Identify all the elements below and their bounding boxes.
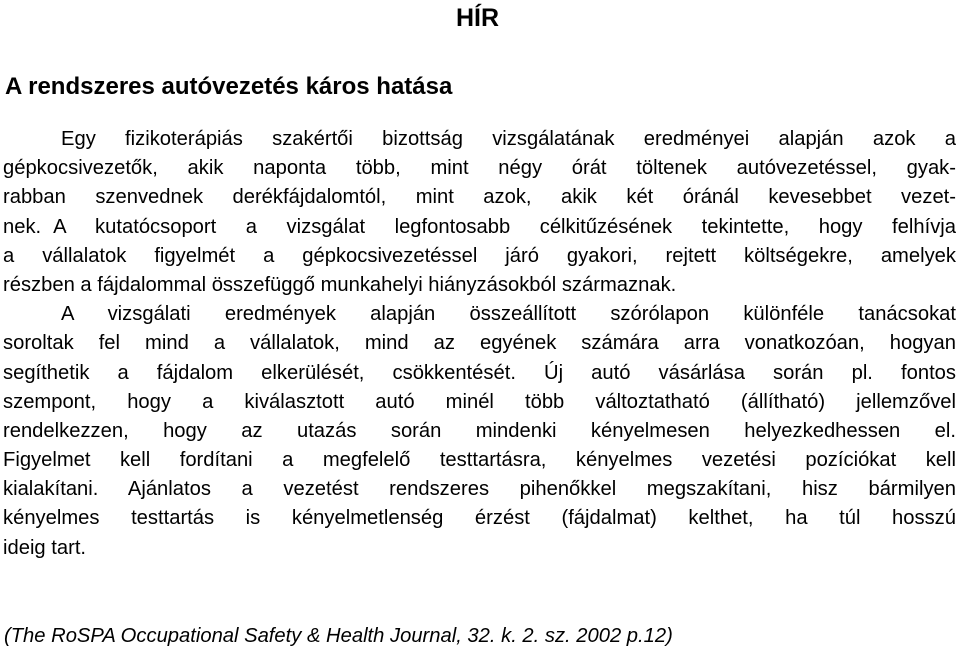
body-line: a vállalatok figyelmét a gépkocsivezetéssel járó gyakori, rejtett költségekre, amelyek <box>3 244 956 267</box>
body-line: soroltak fel mind a vállalatok, mind az egyének számára arra vonatkozóan, hogyan <box>3 332 956 355</box>
body-line: gépkocsivezetők, akik naponta több, mint négy órát töltenek autóvezetéssel, gyak- <box>3 157 956 180</box>
body-line: kialakítani. Ajánlatos a vezetést rendszeres pihenőkkel megszakítani, hisz bármilyen <box>3 478 956 501</box>
body-line: rabban szenvednek derékfájdalomtól, mint azok, akik két óránál kevesebbet vezet- <box>3 186 956 209</box>
body-line: Egy fizikoterápiás szakértői bizottság vizsgálatának eredményei alapján azok a <box>61 128 956 150</box>
article-body <box>3 125 956 563</box>
body-line: kényelmes testtartás is kényelmetlenség érzést (fájdalmat) kelthet, ha túl hosszú <box>3 507 956 530</box>
body-line: ideig tart. <box>3 536 87 559</box>
body-line: részben a fájdalommal összefüggő munkahelyi hiányzásokból származnak. <box>3 273 677 296</box>
body-line: segíthetik a fájdalom elkerülését, csökkentését. Új autó vásárlása során pl. fontos <box>3 361 956 384</box>
body-line: szempont, hogy a kiválasztott autó minél több változtatható (állítható) jellemzővel <box>3 390 956 413</box>
body-line: A kutatócsoport a vizsgálat legfontosabb célkitűzésének tekintette, hogy felhívja <box>53 215 956 238</box>
section-label: HÍR <box>456 4 500 32</box>
body-line: nek. <box>3 215 42 238</box>
article-title: A rendszeres autóvezetés káros hatása <box>5 73 453 100</box>
body-line: Figyelmet kell fordítani a megfelelő testtartásra, kényelmes vezetési pozíciókat kell <box>3 449 956 472</box>
body-line: A vizsgálati eredmények alapján összeállított szórólapon különféle tanácsokat <box>61 303 956 326</box>
body-line: rendelkezzen, hogy az utazás során mindenki kényelmesen helyezkedhessen el. <box>3 419 956 442</box>
body-line-pair <box>3 213 956 242</box>
citation: (The RoSPA Occupational Safety & Health Journal, 32. k. 2. sz. 2002 p.12) <box>4 625 673 647</box>
